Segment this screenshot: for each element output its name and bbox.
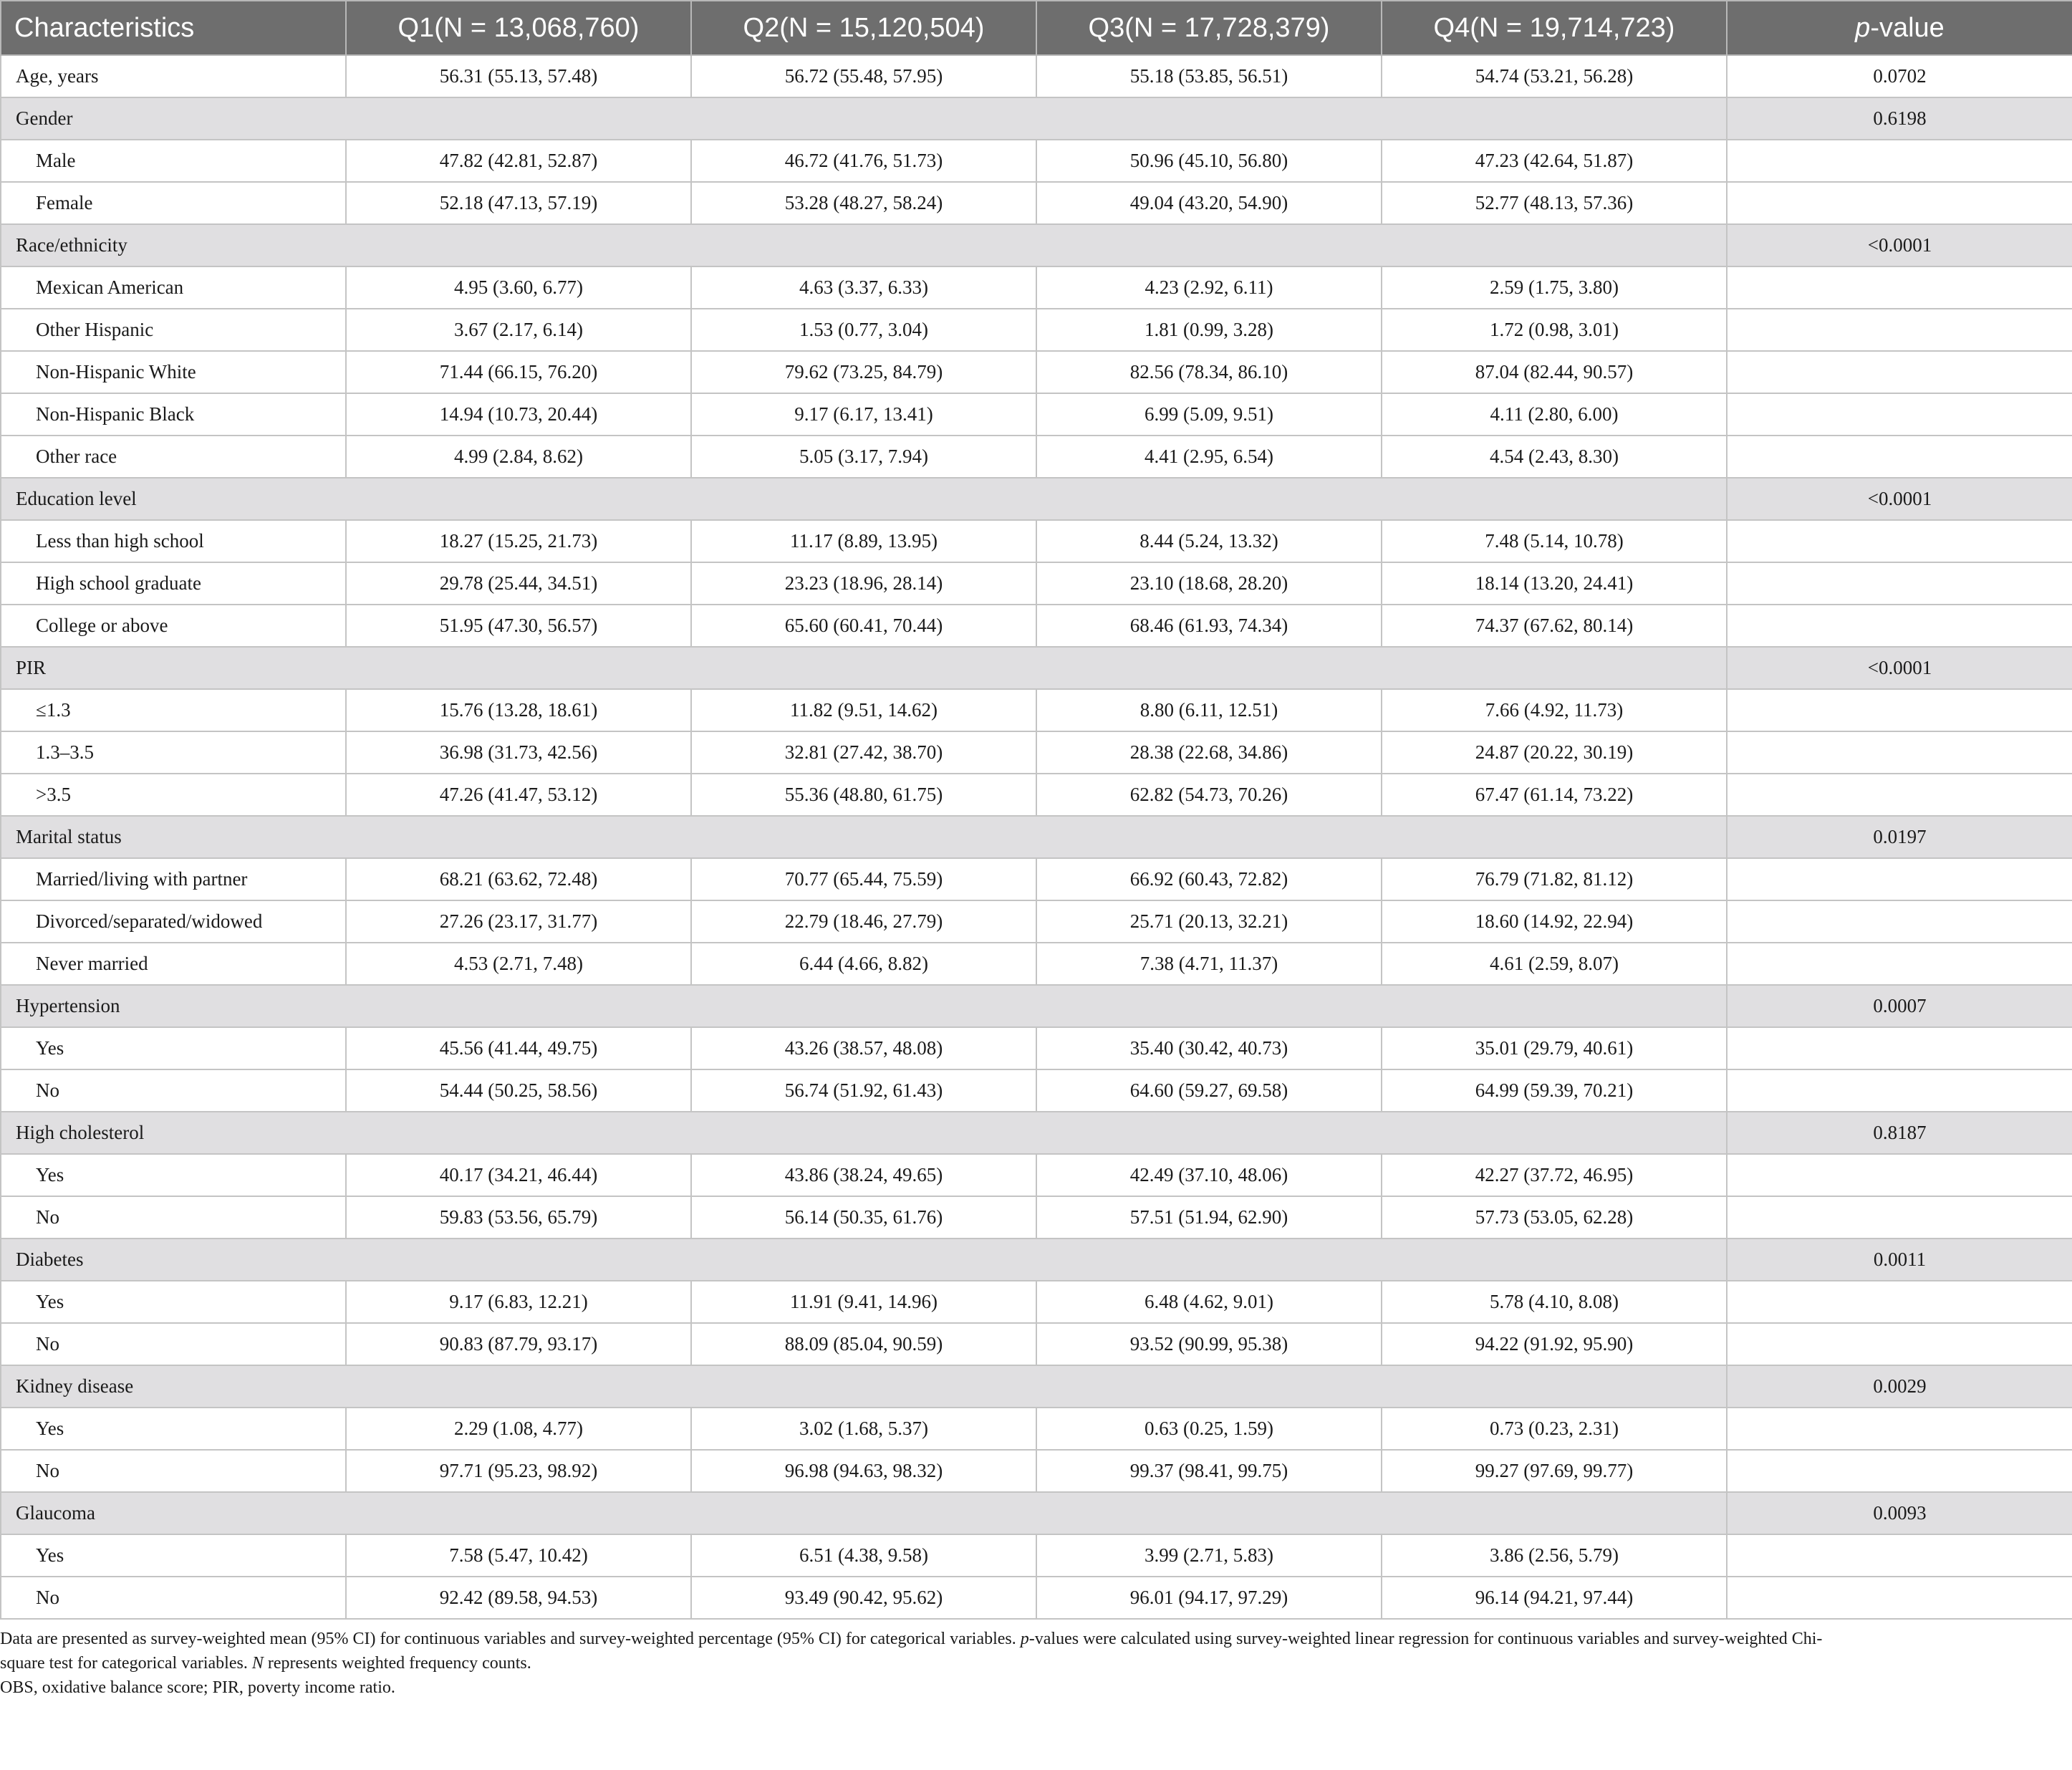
row-label: >3.5	[1, 774, 346, 816]
cell-p-value	[1727, 1408, 2072, 1450]
cell-p-value	[1727, 1027, 2072, 1069]
footnote-line-1: Data are presented as survey-weighted mean (95% CI) for continuous variables and survey-weighted percentage (95% CI) for categorical variables. p-values were calculated using survey-weighted linear regression for continuous variables and survey-weighted Chi-	[0, 1630, 1823, 1648]
cell-p-value	[1727, 689, 2072, 731]
cell-q3: 66.92 (60.43, 72.82)	[1036, 858, 1382, 900]
cell-q4: 3.86 (2.56, 5.79)	[1382, 1534, 1727, 1577]
cell-q1: 51.95 (47.30, 56.57)	[346, 605, 691, 647]
cell-q1: 68.21 (63.62, 72.48)	[346, 858, 691, 900]
table-header-row	[1, 1, 2072, 55]
cell-q3: 7.38 (4.71, 11.37)	[1036, 943, 1382, 985]
row-label: Glaucoma	[1, 1492, 1727, 1534]
row-label: Less than high school	[1, 520, 346, 562]
cell-p-value: 0.6198	[1727, 97, 2072, 140]
footnote-line-3: OBS, oxidative balance score; PIR, poverty income ratio.	[0, 1678, 395, 1697]
cell-q1: 15.76 (13.28, 18.61)	[346, 689, 691, 731]
cell-p-value	[1727, 943, 2072, 985]
cell-q3: 1.81 (0.99, 3.28)	[1036, 309, 1382, 351]
cell-q2: 5.05 (3.17, 7.94)	[691, 436, 1036, 478]
cell-q3: 8.80 (6.11, 12.51)	[1036, 689, 1382, 731]
cell-q2: 43.26 (38.57, 48.08)	[691, 1027, 1036, 1069]
cell-q4: 64.99 (59.39, 70.21)	[1382, 1069, 1727, 1112]
category-row	[1, 1365, 2072, 1408]
cell-p-value	[1727, 605, 2072, 647]
table-row	[1, 1069, 2072, 1112]
cell-q4: 96.14 (94.21, 97.44)	[1382, 1577, 1727, 1619]
row-label: Race/ethnicity	[1, 224, 1727, 266]
table-row	[1, 436, 2072, 478]
cell-q4: 57.73 (53.05, 62.28)	[1382, 1196, 1727, 1238]
cell-q4: 1.72 (0.98, 3.01)	[1382, 309, 1727, 351]
cell-p-value	[1727, 1577, 2072, 1619]
cell-q1: 7.58 (5.47, 10.42)	[346, 1534, 691, 1577]
cell-p-value	[1727, 351, 2072, 393]
cell-p-value	[1727, 1196, 2072, 1238]
category-row	[1, 1492, 2072, 1534]
table-footnote	[0, 1627, 2063, 1700]
cell-q3: 4.41 (2.95, 6.54)	[1036, 436, 1382, 478]
table-row	[1, 1196, 2072, 1238]
cell-q2: 22.79 (18.46, 27.79)	[691, 900, 1036, 943]
cell-p-value	[1727, 266, 2072, 309]
table-row	[1, 1154, 2072, 1196]
cell-q3: 50.96 (45.10, 56.80)	[1036, 140, 1382, 182]
cell-q4: 52.77 (48.13, 57.36)	[1382, 182, 1727, 224]
cell-q4: 18.14 (13.20, 24.41)	[1382, 562, 1727, 605]
header-q3: Q3(N = 17,728,379)	[1036, 1, 1382, 55]
row-label: Mexican American	[1, 266, 346, 309]
row-label: High cholesterol	[1, 1112, 1727, 1154]
cell-q1: 36.98 (31.73, 42.56)	[346, 731, 691, 774]
cell-q1: 52.18 (47.13, 57.19)	[346, 182, 691, 224]
cell-q2: 79.62 (73.25, 84.79)	[691, 351, 1036, 393]
cell-q3: 64.60 (59.27, 69.58)	[1036, 1069, 1382, 1112]
cell-q3: 62.82 (54.73, 70.26)	[1036, 774, 1382, 816]
category-row	[1, 224, 2072, 266]
cell-q2: 11.17 (8.89, 13.95)	[691, 520, 1036, 562]
cell-q4: 76.79 (71.82, 81.12)	[1382, 858, 1727, 900]
cell-q2: 88.09 (85.04, 90.59)	[691, 1323, 1036, 1365]
cell-q2: 11.91 (9.41, 14.96)	[691, 1281, 1036, 1323]
header-p-value: p-value	[1727, 1, 2072, 55]
row-label: Yes	[1, 1027, 346, 1069]
cell-q2: 23.23 (18.96, 28.14)	[691, 562, 1036, 605]
header-characteristics: Characteristics	[1, 1, 346, 55]
row-label: College or above	[1, 605, 346, 647]
cell-q1: 92.42 (89.58, 94.53)	[346, 1577, 691, 1619]
cell-q1: 3.67 (2.17, 6.14)	[346, 309, 691, 351]
cell-q2: 6.44 (4.66, 8.82)	[691, 943, 1036, 985]
row-label: Female	[1, 182, 346, 224]
cell-q3: 82.56 (78.34, 86.10)	[1036, 351, 1382, 393]
table-row	[1, 1027, 2072, 1069]
row-label: Yes	[1, 1281, 346, 1323]
cell-q2: 43.86 (38.24, 49.65)	[691, 1154, 1036, 1196]
cell-q2: 46.72 (41.76, 51.73)	[691, 140, 1036, 182]
cell-q3: 68.46 (61.93, 74.34)	[1036, 605, 1382, 647]
category-row	[1, 1238, 2072, 1281]
table-row	[1, 689, 2072, 731]
cell-p-value: 0.0011	[1727, 1238, 2072, 1281]
cell-q4: 7.66 (4.92, 11.73)	[1382, 689, 1727, 731]
table-row	[1, 774, 2072, 816]
cell-p-value	[1727, 393, 2072, 436]
cell-p-value: 0.8187	[1727, 1112, 2072, 1154]
cell-p-value	[1727, 1154, 2072, 1196]
cell-p-value	[1727, 520, 2072, 562]
cell-p-value: 0.0007	[1727, 985, 2072, 1027]
row-label: No	[1, 1196, 346, 1238]
cell-p-value	[1727, 774, 2072, 816]
cell-q4: 47.23 (42.64, 51.87)	[1382, 140, 1727, 182]
cell-p-value: 0.0197	[1727, 816, 2072, 858]
table-row	[1, 520, 2072, 562]
cell-q1: 71.44 (66.15, 76.20)	[346, 351, 691, 393]
cell-q4: 67.47 (61.14, 73.22)	[1382, 774, 1727, 816]
row-label: Non-Hispanic White	[1, 351, 346, 393]
cell-q3: 4.23 (2.92, 6.11)	[1036, 266, 1382, 309]
cell-q1: 4.53 (2.71, 7.48)	[346, 943, 691, 985]
table-row	[1, 266, 2072, 309]
row-label: Divorced/separated/widowed	[1, 900, 346, 943]
cell-q3: 57.51 (51.94, 62.90)	[1036, 1196, 1382, 1238]
cell-p-value	[1727, 731, 2072, 774]
cell-q3: 28.38 (22.68, 34.86)	[1036, 731, 1382, 774]
cell-q4: 4.54 (2.43, 8.30)	[1382, 436, 1727, 478]
row-label: No	[1, 1450, 346, 1492]
table-row	[1, 562, 2072, 605]
cell-p-value	[1727, 1534, 2072, 1577]
cell-q1: 4.99 (2.84, 8.62)	[346, 436, 691, 478]
cell-q4: 0.73 (0.23, 2.31)	[1382, 1408, 1727, 1450]
category-row	[1, 816, 2072, 858]
table-row	[1, 393, 2072, 436]
cell-p-value	[1727, 562, 2072, 605]
cell-q4: 18.60 (14.92, 22.94)	[1382, 900, 1727, 943]
cell-q3: 55.18 (53.85, 56.51)	[1036, 55, 1382, 97]
cell-p-value: 0.0029	[1727, 1365, 2072, 1408]
cell-p-value: <0.0001	[1727, 647, 2072, 689]
table-row	[1, 900, 2072, 943]
row-label: Yes	[1, 1154, 346, 1196]
cell-q3: 96.01 (94.17, 97.29)	[1036, 1577, 1382, 1619]
cell-q2: 3.02 (1.68, 5.37)	[691, 1408, 1036, 1450]
row-label: Yes	[1, 1408, 346, 1450]
table-row	[1, 351, 2072, 393]
cell-q1: 45.56 (41.44, 49.75)	[346, 1027, 691, 1069]
category-row	[1, 647, 2072, 689]
table-row	[1, 1534, 2072, 1577]
row-label: Age, years	[1, 55, 346, 97]
cell-q2: 56.72 (55.48, 57.95)	[691, 55, 1036, 97]
row-label: Kidney disease	[1, 1365, 1727, 1408]
table-row	[1, 605, 2072, 647]
cell-q3: 35.40 (30.42, 40.73)	[1036, 1027, 1382, 1069]
cell-q1: 47.26 (41.47, 53.12)	[346, 774, 691, 816]
table-row	[1, 1450, 2072, 1492]
row-label: No	[1, 1069, 346, 1112]
cell-q2: 9.17 (6.17, 13.41)	[691, 393, 1036, 436]
cell-q3: 8.44 (5.24, 13.32)	[1036, 520, 1382, 562]
cell-q4: 99.27 (97.69, 99.77)	[1382, 1450, 1727, 1492]
cell-p-value	[1727, 900, 2072, 943]
cell-p-value	[1727, 1281, 2072, 1323]
cell-q3: 99.37 (98.41, 99.75)	[1036, 1450, 1382, 1492]
table-row	[1, 1408, 2072, 1450]
cell-q3: 49.04 (43.20, 54.90)	[1036, 182, 1382, 224]
cell-p-value	[1727, 858, 2072, 900]
table-row	[1, 309, 2072, 351]
cell-q1: 97.71 (95.23, 98.92)	[346, 1450, 691, 1492]
table-row	[1, 1323, 2072, 1365]
cell-q3: 25.71 (20.13, 32.21)	[1036, 900, 1382, 943]
cell-q3: 3.99 (2.71, 5.83)	[1036, 1534, 1382, 1577]
cell-q4: 42.27 (37.72, 46.95)	[1382, 1154, 1727, 1196]
cell-p-value	[1727, 140, 2072, 182]
cell-q4: 94.22 (91.92, 95.90)	[1382, 1323, 1727, 1365]
cell-q3: 6.48 (4.62, 9.01)	[1036, 1281, 1382, 1323]
table-row	[1, 858, 2072, 900]
cell-q3: 42.49 (37.10, 48.06)	[1036, 1154, 1382, 1196]
cell-q2: 1.53 (0.77, 3.04)	[691, 309, 1036, 351]
cell-q2: 53.28 (48.27, 58.24)	[691, 182, 1036, 224]
cell-q4: 5.78 (4.10, 8.08)	[1382, 1281, 1727, 1323]
cell-q1: 27.26 (23.17, 31.77)	[346, 900, 691, 943]
cell-p-value: 0.0702	[1727, 55, 2072, 97]
cell-q2: 56.74 (51.92, 61.43)	[691, 1069, 1036, 1112]
cell-q2: 11.82 (9.51, 14.62)	[691, 689, 1036, 731]
row-label: Yes	[1, 1534, 346, 1577]
cell-q1: 18.27 (15.25, 21.73)	[346, 520, 691, 562]
cell-q4: 7.48 (5.14, 10.78)	[1382, 520, 1727, 562]
table-row	[1, 1281, 2072, 1323]
cell-q4: 4.61 (2.59, 8.07)	[1382, 943, 1727, 985]
header-q2: Q2(N = 15,120,504)	[691, 1, 1036, 55]
cell-q4: 2.59 (1.75, 3.80)	[1382, 266, 1727, 309]
table-row	[1, 1577, 2072, 1619]
cell-q2: 55.36 (48.80, 61.75)	[691, 774, 1036, 816]
cell-q3: 23.10 (18.68, 28.20)	[1036, 562, 1382, 605]
cell-q1: 47.82 (42.81, 52.87)	[346, 140, 691, 182]
row-label: PIR	[1, 647, 1727, 689]
cell-q1: 54.44 (50.25, 58.56)	[346, 1069, 691, 1112]
cell-q3: 93.52 (90.99, 95.38)	[1036, 1323, 1382, 1365]
cell-q2: 6.51 (4.38, 9.58)	[691, 1534, 1036, 1577]
cell-p-value: 0.0093	[1727, 1492, 2072, 1534]
cell-q3: 6.99 (5.09, 9.51)	[1036, 393, 1382, 436]
cell-p-value	[1727, 182, 2072, 224]
cell-p-value	[1727, 1450, 2072, 1492]
cell-p-value: <0.0001	[1727, 224, 2072, 266]
cell-q1: 14.94 (10.73, 20.44)	[346, 393, 691, 436]
footnote-line-2: square test for categorical variables. N represents weighted frequency counts.	[0, 1654, 531, 1673]
row-label: Hypertension	[1, 985, 1727, 1027]
row-label: Other race	[1, 436, 346, 478]
cell-q2: 96.98 (94.63, 98.32)	[691, 1450, 1036, 1492]
cell-q4: 54.74 (53.21, 56.28)	[1382, 55, 1727, 97]
cell-q4: 4.11 (2.80, 6.00)	[1382, 393, 1727, 436]
row-label: Male	[1, 140, 346, 182]
row-label: Never married	[1, 943, 346, 985]
table-row	[1, 182, 2072, 224]
table-row	[1, 140, 2072, 182]
cell-q1: 59.83 (53.56, 65.79)	[346, 1196, 691, 1238]
cell-q2: 4.63 (3.37, 6.33)	[691, 266, 1036, 309]
cell-q4: 35.01 (29.79, 40.61)	[1382, 1027, 1727, 1069]
row-label: No	[1, 1577, 346, 1619]
cell-q1: 9.17 (6.83, 12.21)	[346, 1281, 691, 1323]
row-label: Diabetes	[1, 1238, 1727, 1281]
header-q1: Q1(N = 13,068,760)	[346, 1, 691, 55]
cell-q4: 24.87 (20.22, 30.19)	[1382, 731, 1727, 774]
cell-p-value	[1727, 1323, 2072, 1365]
table-row	[1, 55, 2072, 97]
cell-q1: 40.17 (34.21, 46.44)	[346, 1154, 691, 1196]
row-label: Non-Hispanic Black	[1, 393, 346, 436]
cell-q2: 93.49 (90.42, 95.62)	[691, 1577, 1036, 1619]
table-row	[1, 943, 2072, 985]
cell-q1: 2.29 (1.08, 4.77)	[346, 1408, 691, 1450]
cell-q2: 65.60 (60.41, 70.44)	[691, 605, 1036, 647]
cell-p-value	[1727, 1069, 2072, 1112]
row-label: Education level	[1, 478, 1727, 520]
row-label: No	[1, 1323, 346, 1365]
cell-q2: 32.81 (27.42, 38.70)	[691, 731, 1036, 774]
cell-q2: 70.77 (65.44, 75.59)	[691, 858, 1036, 900]
row-label: Marital status	[1, 816, 1727, 858]
cell-q3: 0.63 (0.25, 1.59)	[1036, 1408, 1382, 1450]
cell-p-value	[1727, 436, 2072, 478]
row-label: High school graduate	[1, 562, 346, 605]
cell-p-value: <0.0001	[1727, 478, 2072, 520]
category-row	[1, 97, 2072, 140]
cell-q4: 87.04 (82.44, 90.57)	[1382, 351, 1727, 393]
row-label: Gender	[1, 97, 1727, 140]
cell-q1: 56.31 (55.13, 57.48)	[346, 55, 691, 97]
cell-q1: 4.95 (3.60, 6.77)	[346, 266, 691, 309]
cell-q2: 56.14 (50.35, 61.76)	[691, 1196, 1036, 1238]
row-label: ≤1.3	[1, 689, 346, 731]
header-q4: Q4(N = 19,714,723)	[1382, 1, 1727, 55]
row-label: 1.3–3.5	[1, 731, 346, 774]
category-row	[1, 1112, 2072, 1154]
cell-q4: 74.37 (67.62, 80.14)	[1382, 605, 1727, 647]
category-row	[1, 985, 2072, 1027]
category-row	[1, 478, 2072, 520]
row-label: Other Hispanic	[1, 309, 346, 351]
cell-p-value	[1727, 309, 2072, 351]
table-row	[1, 731, 2072, 774]
cell-q1: 29.78 (25.44, 34.51)	[346, 562, 691, 605]
row-label: Married/living with partner	[1, 858, 346, 900]
cell-q1: 90.83 (87.79, 93.17)	[346, 1323, 691, 1365]
